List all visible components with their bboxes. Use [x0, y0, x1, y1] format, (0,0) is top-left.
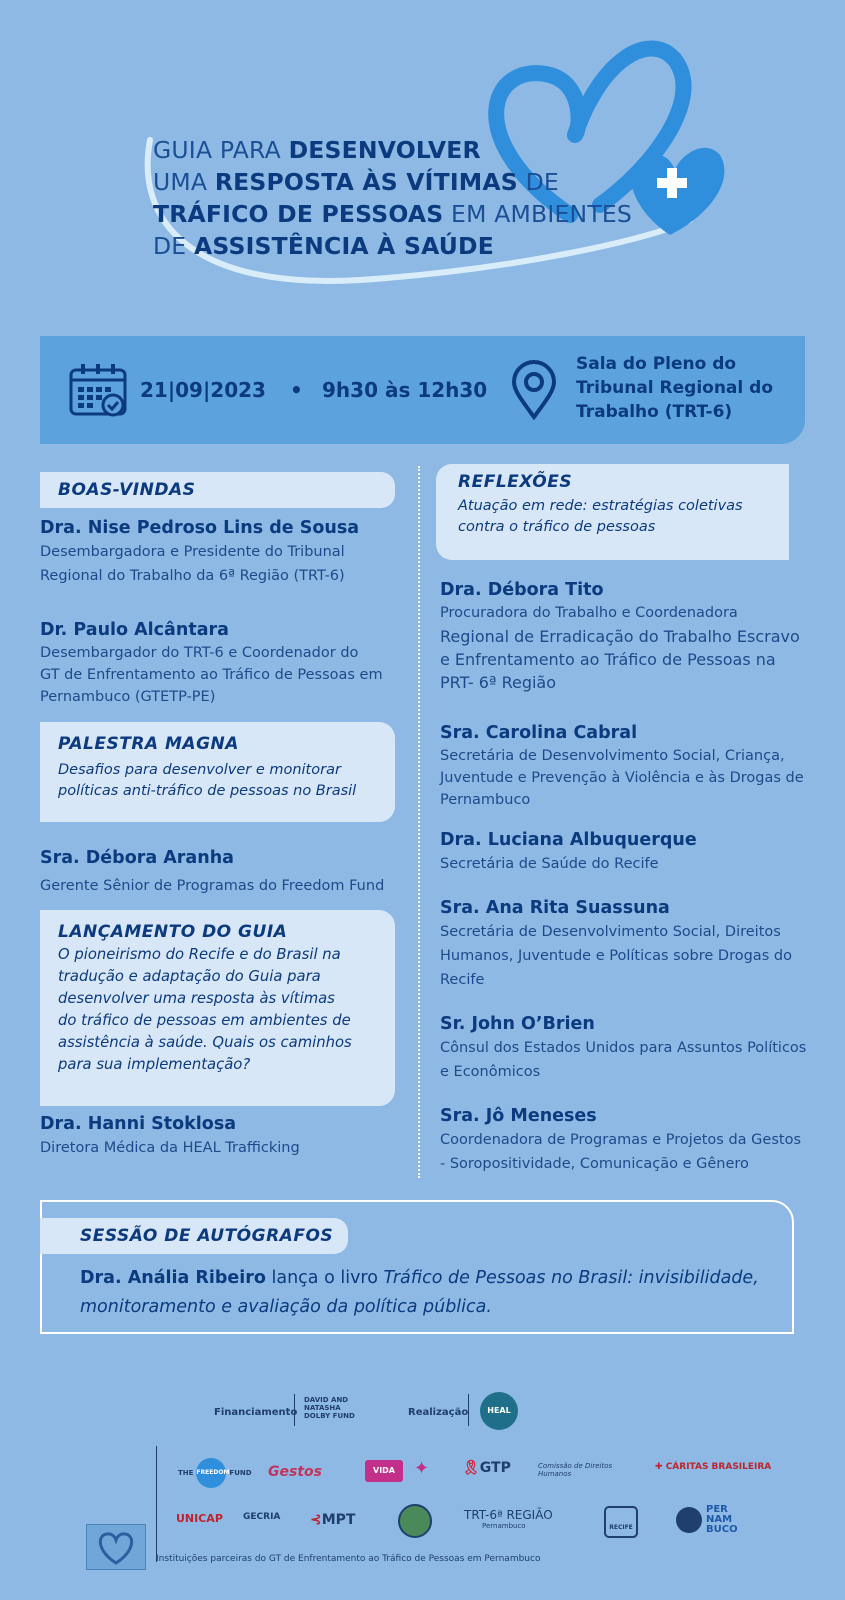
realization-label: Realização: [408, 1407, 469, 1418]
speaker-name: Dra. Hanni Stoklosa: [40, 1114, 237, 1134]
dancer-logo: ✦: [414, 1458, 430, 1479]
speaker-debora-aranha: [40, 848, 410, 898]
partners-vertical-line: [156, 1446, 157, 1562]
footer-divider: [468, 1394, 469, 1426]
gestos-logo: Gestos: [268, 1464, 322, 1480]
autographs-label: SESSÃO DE AUTÓGRAFOS: [40, 1218, 348, 1254]
police-badge-logo: [398, 1504, 432, 1538]
speaker-debora-tito: [440, 580, 810, 694]
speaker-name: Sra. Jô Meneses: [440, 1106, 597, 1126]
speaker-jo: [440, 1106, 810, 1176]
speaker-role: Secretária de Desenvolvimento Social, Direitos Humanos, Juventude e Políticas sobre Drogas do Recife: [440, 924, 792, 988]
speaker-john: [440, 1014, 810, 1084]
guide-launch-box: [40, 910, 395, 1106]
mpt-logo: ⊰MPT: [310, 1512, 356, 1528]
speaker-name: Sra. Débora Aranha: [40, 848, 234, 868]
calendar-icon: [68, 362, 130, 420]
speaker-name: Dra. Débora Tito: [440, 580, 604, 600]
guide-launch-description: O pioneirismo do Recife e do Brasil na tradução e adaptação do Guia para desenvolver uma resposta às vítimas do tráfico de pessoas em ambientes de assistência à saúde. Quais os caminhos para sua implementação?: [58, 946, 352, 1073]
speaker-carolina: [440, 723, 810, 811]
separator-dot: •: [290, 378, 303, 402]
speaker-paulo: [40, 620, 410, 708]
speaker-hanni: [40, 1114, 410, 1160]
speaker-name: Dr. Paulo Alcântara: [40, 620, 229, 640]
unicap-logo: UNICAP: [176, 1512, 223, 1525]
heart-icon: [87, 1525, 145, 1569]
speaker-luciana: [440, 830, 810, 876]
autographs-description: Dra. Anália Ribeiro lança o livro Tráfico de Pessoas no Brasil: invisibilidade, monitoramento e avaliação da política pública.: [80, 1268, 759, 1317]
heal-logo: HEAL: [480, 1392, 518, 1430]
footer-divider: [294, 1394, 295, 1426]
speaker-name: Dra. Nise Pedroso Lins de Sousa: [40, 518, 360, 538]
recife-logo: RECIFE: [604, 1506, 638, 1538]
vida-logo: VIDA: [365, 1460, 403, 1482]
event-date: 21|09|2023: [140, 378, 266, 402]
event-time: 9h30 às 12h30: [322, 378, 488, 402]
speaker-role: Desembargador do TRT-6 e Coordenador do GT de Enfrentamento ao Tráfico de Pessoas em Pernambuco (GTETP-PE): [40, 645, 383, 705]
reflections-subtitle: Atuação em rede: estratégias coletivas contra o tráfico de pessoas: [458, 498, 743, 535]
gtp-logo: 🎗GTP: [462, 1460, 511, 1476]
keynote-label: PALESTRA MAGNA: [58, 734, 239, 754]
reflections-box: [436, 464, 789, 560]
keynote-subtitle: Desafios para desenvolver e monitorar políticas anti-tráfico de pessoas no Brasil: [58, 762, 357, 799]
funding-label: Financiamento: [214, 1407, 298, 1418]
speaker-role: Cônsul dos Estados Unidos para Assuntos Políticos e Econômicos: [440, 1040, 807, 1080]
speaker-role: Secretária de Saúde do Recife: [440, 856, 659, 872]
speaker-role: Desembargadora e Presidente do Tribunal Regional do Trabalho da 6ª Região (TRT-6): [40, 544, 345, 584]
pernambuco-government-logo: PER NAM BUCO: [676, 1505, 738, 1535]
speaker-nise: [40, 518, 410, 588]
event-venue: Sala do Pleno do Tribunal Regional do Trabalho (TRT-6): [576, 354, 773, 422]
partners-caption: Instituições parceiras do GT de Enfrentamento ao Tráfico de Pessoas em Pernambuco: [156, 1554, 541, 1564]
speaker-name: Sr. John O’Brien: [440, 1014, 595, 1034]
human-rights-commission-logo: Comissão de Direitos Humanos: [538, 1462, 613, 1478]
speaker-name: Sra. Carolina Cabral: [440, 723, 638, 743]
speaker-name: Sra. Ana Rita Suassuna: [440, 898, 670, 918]
speaker-role: Gerente Sênior de Programas do Freedom Fund: [40, 878, 385, 894]
caritas-logo: ✚ CÁRITAS BRASILEIRA: [655, 1462, 772, 1472]
reflections-label: REFLEXÕES: [458, 472, 573, 492]
keynote-box: [40, 722, 395, 822]
gecria-logo: GECRIA: [243, 1512, 281, 1522]
speaker-name: Dra. Luciana Albuquerque: [440, 830, 697, 850]
freedom-fund-logo: THE FREEDOM FUND: [178, 1458, 252, 1488]
location-pin-icon: [510, 360, 558, 420]
guide-launch-label: LANÇAMENTO DO GUIA: [58, 922, 288, 942]
speaker-role: Coordenadora de Programas e Projetos da Gestos - Soropositividade, Comunicação e Gênero: [440, 1132, 801, 1172]
trt6-logo: TRT-6ª REGIÃO Pernambuco: [464, 1508, 553, 1530]
guide-title: GUIA PARA DESENVOLVER UMA RESPOSTA ÀS VÍTIMAS DE TRÁFICO DE PESSOAS EM AMBIENTES DE ASSISTÊNCIA À SAÚDE: [153, 136, 633, 260]
speaker-role: Diretora Médica da HEAL Trafficking: [40, 1140, 300, 1156]
speaker-role: Procuradora do Trabalho e Coordenadora Regional de Erradicação do Trabalho Escravo e Enfrentamento ao Tráfico de Pessoas na PRT- 6ª Região: [440, 605, 800, 692]
speaker-role: Secretária de Desenvolvimento Social, Criança, Juventude e Prevenção à Violência e às Drogas de Pernambuco: [440, 748, 804, 808]
column-divider: [418, 466, 420, 1178]
dolby-fund-logo: DAVID AND NATASHA DOLBY FUND: [304, 1396, 355, 1420]
welcome-section-label: BOAS-VINDAS: [40, 472, 395, 508]
gt-heart-logo: [86, 1524, 146, 1570]
speaker-ana-rita: [440, 898, 810, 992]
